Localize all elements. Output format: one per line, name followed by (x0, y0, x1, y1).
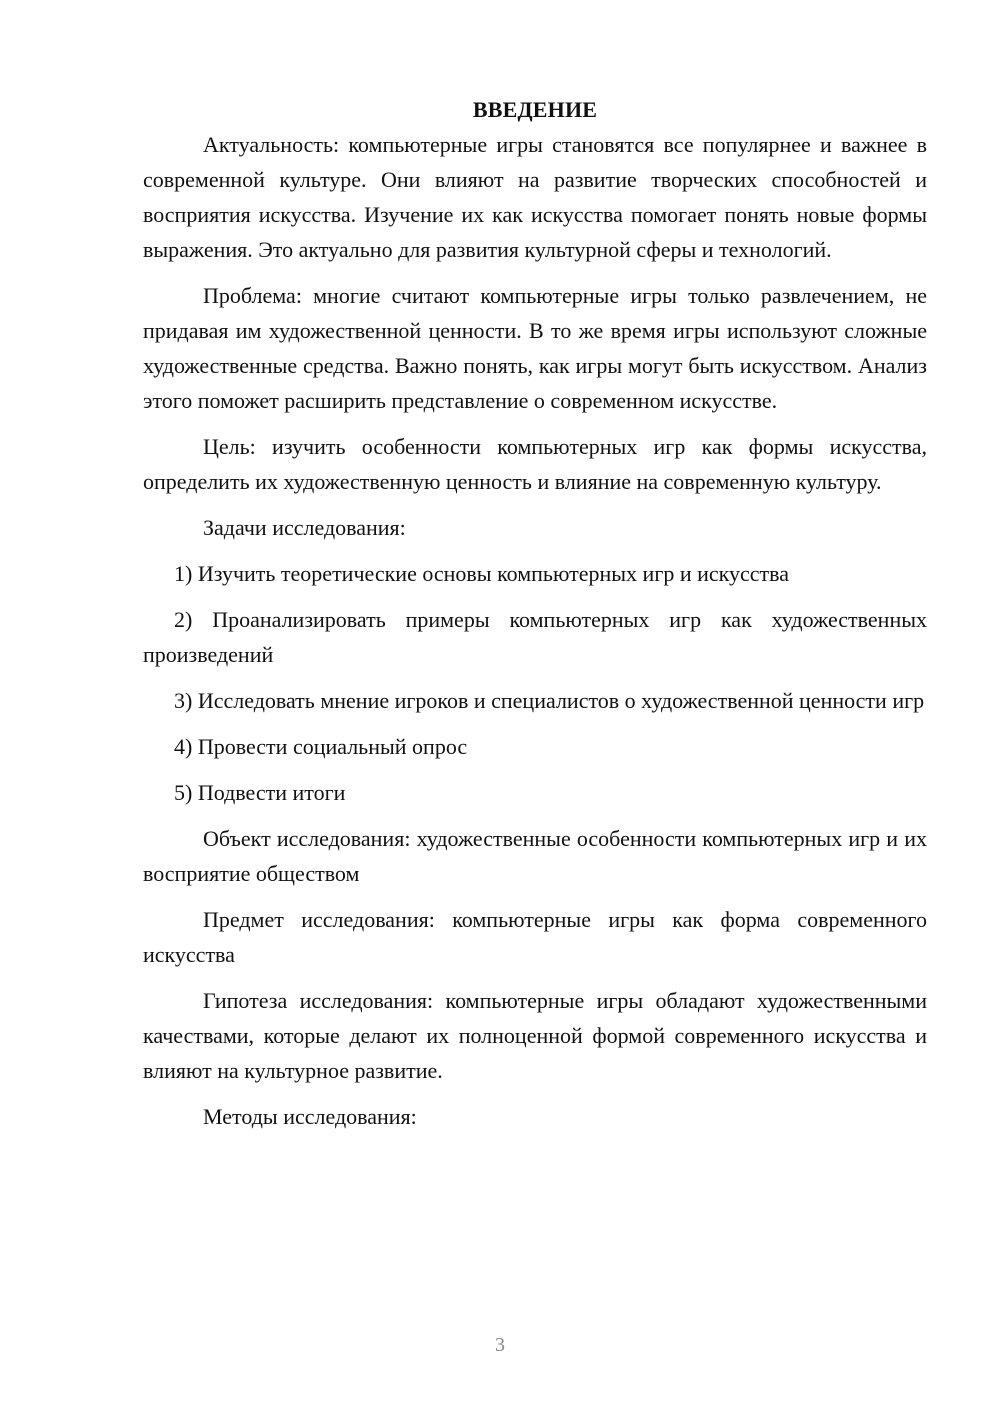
document-page (143, 92, 927, 1145)
paragraph-hypothesis: Гипотеза исследования: компьютерные игры обладают художественными качествами, которые делают их полноценной формой современного искусства и влияют на культурное развитие. (143, 988, 927, 1083)
paragraph-object: Объект исследования: художественные особенности компьютерных игр и их восприятие обществом (143, 826, 927, 886)
paragraph-relevance: Актуальность: компьютерные игры становятся все популярнее и важнее в современной культуре. Они влияют на развитие творческих способностей и восприятия искусства. Изучение их как искусства помогает понять новые формы выражения. Это актуально для развития культурной сферы и технологий. (143, 132, 927, 262)
task-item-3: 3) Исследовать мнение игроков и специалистов о художественной ценности игр (174, 688, 925, 713)
paragraph-methods: Методы исследования: (203, 1104, 417, 1129)
paragraph-subject: Предмет исследования: компьютерные игры как форма современного искусства (143, 907, 927, 967)
paragraph-goal: Цель: изучить особенности компьютерных игр как формы искусства, определить их художественную ценность и влияние на современную культуру. (143, 434, 927, 494)
paragraph-problem: Проблема: многие считают компьютерные игры только развлечением, не придавая им художественной ценности. В то же время игры используют сложные художественные средства. Важно понять, как игры могут быть искусством. Анализ этого поможет расширить представление о современном искусстве. (143, 283, 927, 413)
task-item-2: 2) Проанализировать примеры компьютерных игр как художественных произведений (143, 607, 927, 667)
task-item-4: 4) Провести социальный опрос (174, 734, 468, 759)
paragraph-tasks-heading: Задачи исследования: (203, 515, 406, 540)
page-number: 3 (495, 1334, 505, 1356)
task-item-5: 5) Подвести итоги (174, 780, 346, 805)
section-title: ВВЕДЕНИЕ (472, 97, 598, 122)
task-item-1: 1) Изучить теоретические основы компьютерных игр и искусства (174, 561, 790, 586)
